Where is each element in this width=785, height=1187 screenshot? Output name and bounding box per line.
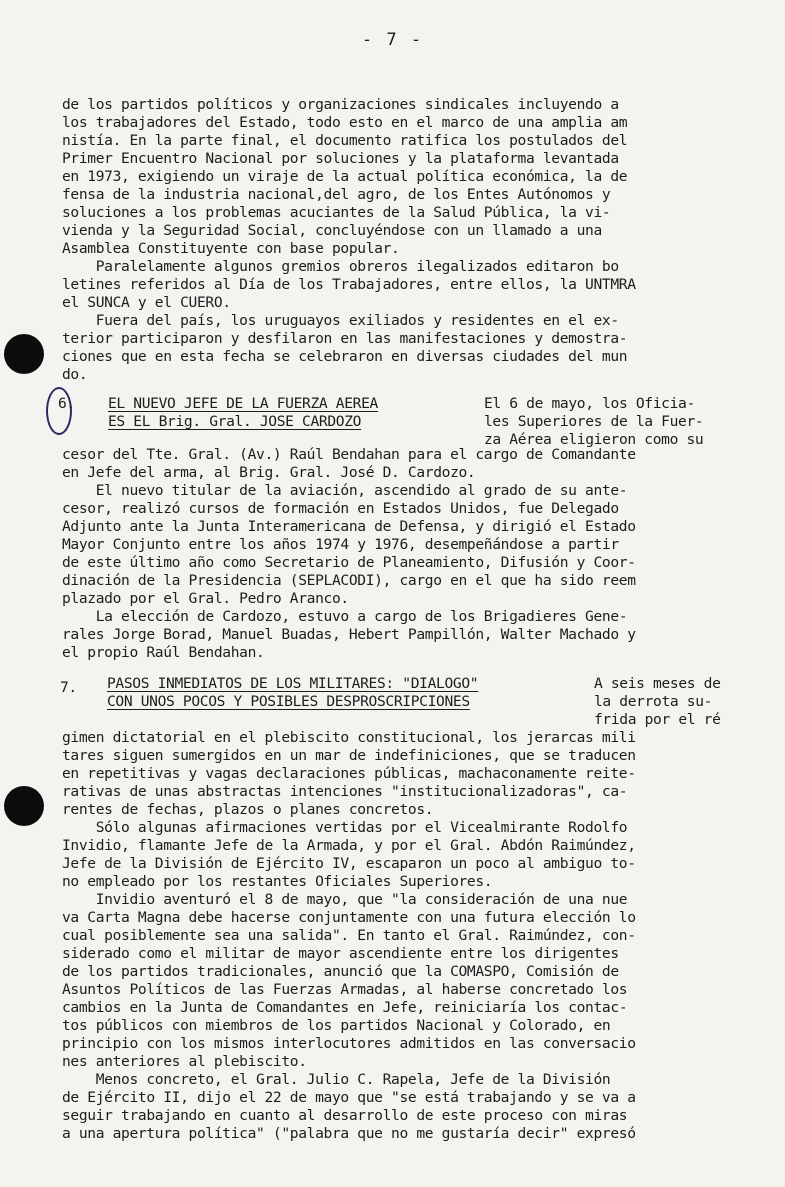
text-line: A seis meses de <box>594 675 721 692</box>
text-line: de Ejército II, dijo el 22 de mayo que "se está trabajando y se va a <box>62 1089 636 1106</box>
text-line: Adjunto ante la Junta Interamericana de Defensa, y dirigió el Estado <box>62 518 636 535</box>
text-line: no empleado por los restantes Oficiales Superiores. <box>62 873 493 890</box>
punch-hole <box>4 334 44 374</box>
text-line: Paralelamente algunos gremios obreros ilegalizados editaron bo <box>62 258 619 275</box>
text-line: Asamblea Constituyente con base popular. <box>62 240 400 257</box>
text-line: el SUNCA y el CUERO. <box>62 294 231 311</box>
section-number: 7. <box>60 679 77 696</box>
text-line: Menos concreto, el Gral. Julio C. Rapela, Jefe de la División <box>62 1071 611 1088</box>
text-line: principio con los mismos interlocutores admitidos en las conversacio <box>62 1035 636 1052</box>
text-line: Fuera del país, los uruguayos exiliados y residentes en el ex- <box>62 312 619 329</box>
text-line: de los partidos tradicionales, anunció que la COMASPO, Comisión de <box>62 963 619 980</box>
text-line: cesor del Tte. Gral. (Av.) Raúl Bendahan para el cargo de Comandante <box>62 446 636 463</box>
text-line: les Superiores de la Fuer- <box>484 413 704 430</box>
text-line: a una apertura política" ("palabra que no me gustaría decir" expresó <box>62 1125 636 1142</box>
section-heading: EL NUEVO JEFE DE LA FUERZA AEREA <box>108 395 378 412</box>
text-line: El 6 de mayo, los Oficia- <box>484 395 695 412</box>
text-line: do. <box>62 366 88 383</box>
text-line: soluciones a los problemas acuciantes de la Salud Pública, la vi- <box>62 204 611 221</box>
text-line: za Aérea eligieron como su <box>484 431 704 448</box>
text-line: terior participaron y desfilaron en las manifestaciones y demostra- <box>62 330 628 347</box>
text-line: fensa de la industria nacional,del agro, de los Entes Autónomos y <box>62 186 611 203</box>
text-line: dinación de la Presidencia (SEPLACODI), cargo en el que ha sido reem <box>62 572 636 589</box>
text-line: va Carta Magna debe hacerse conjuntamente con una futura elección lo <box>62 909 636 926</box>
text-line: La elección de Cardozo, estuvo a cargo de los Brigadieres Gene- <box>62 608 628 625</box>
text-line: cambios en la Junta de Comandantes en Jefe, reiniciaría los contac- <box>62 999 628 1016</box>
text-line: letines referidos al Día de los Trabajadores, entre ellos, la UNTMRA <box>62 276 636 293</box>
text-line: rales Jorge Borad, Manuel Buadas, Hebert Pampillón, Walter Machado y <box>62 626 636 643</box>
text-line: Mayor Conjunto entre los años 1974 y 1976, desempeñándose a partir <box>62 536 619 553</box>
punch-hole <box>4 786 44 826</box>
text-line: Jefe de la División de Ejército IV, escaparon un poco al ambiguo to- <box>62 855 636 872</box>
text-line: ciones que en esta fecha se celebraron en diversas ciudades del mun <box>62 348 628 365</box>
text-line: Invidio, flamante Jefe de la Armada, y por el Gral. Abdón Raimúndez, <box>62 837 636 854</box>
text-line: rentes de fechas, plazos o planes concretos. <box>62 801 434 818</box>
text-line: de los partidos políticos y organizaciones sindicales incluyendo a <box>62 96 619 113</box>
text-line: seguir trabajando en cuanto al desarrollo de este proceso con miras <box>62 1107 628 1124</box>
text-line: cesor, realizó cursos de formación en Estados Unidos, fue Delegado <box>62 500 619 517</box>
text-line: los trabajadores del Estado, todo esto en el marco de una amplia am <box>62 114 628 131</box>
text-line: Sólo algunas afirmaciones vertidas por el Vicealmirante Rodolfo <box>62 819 628 836</box>
section-heading: CON UNOS POCOS Y POSIBLES DESPROSCRIPCIONES <box>107 693 470 710</box>
text-line: en repetitivas y vagas declaraciones públicas, machaconamente reite- <box>62 765 636 782</box>
text-line: rativas de unas abstractas intenciones "institucionalizadoras", ca- <box>62 783 628 800</box>
text-line: nes anteriores al plebiscito. <box>62 1053 307 1070</box>
text-line: cual posiblemente sea una salida". En tanto el Gral. Raimúndez, con- <box>62 927 636 944</box>
text-line: plazado por el Gral. Pedro Aranco. <box>62 590 349 607</box>
text-line: vienda y la Seguridad Social, concluyéndose con un llamado a una <box>62 222 602 239</box>
page-number: - 7 - <box>361 30 424 50</box>
text-line: en 1973, exigiendo un viraje de la actual política económica, la de <box>62 168 628 185</box>
text-line: en Jefe del arma, al Brig. Gral. José D. Cardozo. <box>62 464 476 481</box>
section-heading: PASOS INMEDIATOS DE LOS MILITARES: "DIALOGO" <box>107 675 479 692</box>
section-number: 6. <box>58 395 75 412</box>
text-line: El nuevo titular de la aviación, ascendido al grado de su ante- <box>62 482 628 499</box>
text-line: Invidio aventuró el 8 de mayo, que "la consideración de una nue <box>62 891 628 908</box>
section-heading: ES EL Brig. Gral. JOSE CARDOZO <box>108 413 362 430</box>
text-line: Primer Encuentro Nacional por soluciones y la plataforma levantada <box>62 150 619 167</box>
text-line: gimen dictatorial en el plebiscito constitucional, los jerarcas mili <box>62 729 636 746</box>
text-line: frida por el ré <box>594 711 721 728</box>
text-line: siderado como el militar de mayor ascendiente entre los dirigentes <box>62 945 619 962</box>
text-line: tares siguen sumergidos en un mar de indefiniciones, que se traducen <box>62 747 636 764</box>
text-line: la derrota su- <box>594 693 713 710</box>
text-line: el propio Raúl Bendahan. <box>62 644 265 661</box>
text-line: tos públicos con miembros de los partidos Nacional y Colorado, en <box>62 1017 611 1034</box>
text-line: Asuntos Políticos de las Fuerzas Armadas, al haberse concretado los <box>62 981 628 998</box>
text-line: de este último año como Secretario de Planeamiento, Difusión y Coor- <box>62 554 636 571</box>
text-line: nistía. En la parte final, el documento ratifica los postulados del <box>62 132 628 149</box>
